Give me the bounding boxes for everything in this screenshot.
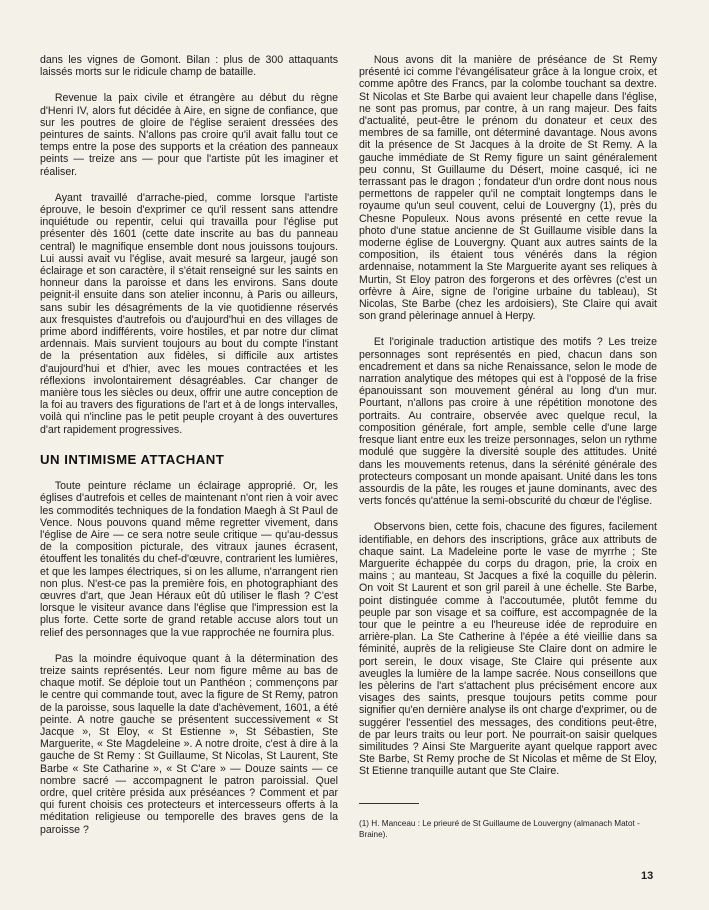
- left-column: [40, 54, 338, 850]
- footnote-divider: [359, 803, 419, 804]
- footnote: (1) H. Manceau : Le prieuré de St Guillaume de Louvergny (almanach Matot - Braine).: [359, 819, 640, 839]
- paragraph: Pas la moindre équivoque quant à la détermination des treize saints représentés. Leur nom figure même au bas de chaque motif. Se déploie tout un Panthéon ; commençons par le centre qui commande tout, avec la figure de St Remy, patron de la paroisse, sous laquelle la date d'achèvement, 1601, a été peinte. A notre gauche se présentent successivement « St Jacque », St Eloy, « St Estienne », St Sébastien, Ste Marguerite, « Ste Magdeleine ». A notre droite, c'est à dire à la gauche de St Remy : St Guillaume, St Nicolas, St Laurent, Ste Barbe « Ste Catharine », « St C'are » — Douze saints — ce nombre sacré — accompagnent le patron paroissial. Quel ordre, quel critère présida aux préséances ? Comment et par qui furent choisis ces protecteurs et intercesseurs offerts à la méditation religieuse ou temporelle des braves gens de la paroisse ?: [40, 652, 338, 836]
- section-heading: UN INTIMISME ATTACHANT: [40, 451, 225, 467]
- page-number: 13: [641, 870, 654, 882]
- right-column: [359, 54, 657, 792]
- paragraph: dans les vignes de Gomont. Bilan : plus de 300 attaquants laissés morts sur le ridicule champ de bataille.: [40, 54, 338, 79]
- paragraph: Nous avons dit la manière de préséance de St Remy présenté ici comme l'évangélisateur grâce à la longue croix, et comme apôtre des Francs, par la colombe touchant sa dextre. St Nicolas et Ste Barbe qui avaient leur chapelle dans l'église, ne sont pas promus, par contre, à un rang majeur. Des faits d'actualité, peut-être le prénom du donateur et ceux des membres de sa famille, ont déterminé davantage. Nous avons dit la présence de St Jacques à la droite de St Remy. A la gauche immédiate de St Remy figure un saint généralement peu connu, St Guillaume du Désert, moine casqué, ici ne terrassant pas le dragon ; fondateur d'un ordre dont nous nous permettons de rappeler qu'il ne comptait longtemps dans le royaume qu'un seul couvent, celui de Louvergny (1), près du Chesne Populeux. Nous avons présenté en cette revue la photo d'une statue ancienne de St Guillaume visible dans la moderne église de Louvergny. Quant aux autres saints de la composition, ils étaient tous vénérés dans la région ardennaise, notamment la Ste Marguerite ayant ses reliques à Murtin, St Eloy patron des forgerons et des orfèvres (c'est un orfèvre à Aire, signe de l'origine urbaine du tableau), St Nicolas, Ste Barbe (chez les ardoisiers), Ste Claire qui avait son grand pèlerinage annuel à Herpy.: [359, 54, 657, 323]
- paragraph: Ayant travaillé d'arrache-pied, comme lorsque l'artiste éprouve, le besoin d'exprimer ce qu'il ressent sans attendre inquiétude ou repentir, celui qui travailla pour l'église put présenter dès 1601 (cette date inscrite au bas du panneau central) le magnifique ensemble dont nous jouissons toujours. Lui aussi avait vu l'église, avait mesuré sa largeur, jaugé son éclairage et son caractère, il s'était renseigné sur les saints en honneur dans la paroisse et dans les environs. Sans doute peignit-il ensuite dans son atelier inconnu, à Paris ou ailleurs, sans subir les désagréments de la vie quotidienne réservés aux fresquistes d'autrefois ou d'aujourd'hui en des villages de prime abord indifférents, voire hostiles, et par notre dur climat ardennais. Mais survient toujours au bout du compte l'instant de la présentation aux fidèles, si difficile aux artistes d'aujourd'hui et d'hier, avec les moues contractées et les réflexions involontairement désagréables. Car changer de manière tous les siècles ou deux, offrir une autre conception de la foi au travers des figurations de l'art et à de longs intervalles, voilà qui n'incline pas le petit peuple croyant à des ouvertures d'art rapidement progressives.: [40, 191, 338, 436]
- paragraph: Observons bien, cette fois, chacune des figures, facilement identifiable, en dehors des inscriptions, grâce aux attributs de chaque saint. La Madeleine porte le vase de myrrhe ; Ste Marguerite échappée du corps du dragon, prie, la croix en mains ; au manteau, St Jacques a fixé la coquille du pèlerin. On voit St Laurent et son gril pareil à une échelle. Ste Barbe, point distinguée comme à l'accoutumée, plutôt femme du peuple par son visage et sa coiffure, est accompagnée de la tour que le peintre a eu l'heureuse idée de reproduire en arrière-plan. La Ste Catherine à l'épée a été vieillie dans sa féminité, auprès de la religieuse Ste Claire dont on admire le port serein, le doux visage, Ste Claire qui présente aux aveugles la lumière de la lampe sacrée. Nous conseillons que les pèlerins de l'art s'attachent plus précisément encore aux visages des saints, presque toujours petits comme pour signifier qu'en dernière analyse ils ont charge d'exprimer, ou de suggérer l'essentiel des messages, des conditions peut-être, de par leurs traits ou leur port. Ne pourrait-on saisir quelques similitudes ? Ainsi Ste Marguerite ayant quelque rapport avec Ste Barbe, St Remy proche de St Nicolas et même de St Eloy, St Etienne tranquille autant que Ste Claire.: [359, 521, 657, 778]
- paragraph: Toute peinture réclame un éclairage approprié. Or, les églises d'autrefois et celles de maintenant n'ont rien à voir avec les commodités techniques de la fondation Maegh à St Paul de Vence. Nous pouvons quand même regretter vivement, dans l'église de Aire — ce sera notre seule critique — qu'au-dessus de la composition picturale, des vitraux jaunes écrasent, étouffent les tonalités du chef-d'œuvre, contrarient les lumières, et que les lampes électriques, si on les allume, n'arrangent rien non plus. N'est-ce pas la première fois, en photographiant des œuvres d'art, que Jean Héraux eût dû utiliser le flash ? C'est lorsque le visiteur avance dans l'église que l'impression est la plus forte. Cette sorte de grand retable accuse alors tout un relief des personnages que la vue rapprochée ne fournira plus.: [40, 480, 339, 639]
- paragraph: Revenue la paix civile et étrangère au début du règne d'Henri IV, alors fut décidée à Aire, en signe de confiance, que sur les poutres de gloire de l'église seraient dressées des peintures de saints. N'allons pas croire qu'il avait fallu tout ce temps entre la pose des supports et la création des panneaux peints — treize ans — pour que l'artiste pût les imaginer et réaliser.: [40, 92, 338, 178]
- paragraph: Et l'originale traduction artistique des motifs ? Les treize personnages sont représentés en pied, chacun dans son encadrement et dans sa niche Renaissance, selon le mode de narration analytique des métopes qui est à l'opposé de la frise épanouissant son mouvement général au long d'un mur. Pourtant, n'allons pas croire à une répétition monotone des portraits. Au contraire, observée avec quelque recul, la composition générale, fort ample, semble celle d'une large fresque liant entre eux les treize personnages, selon un rythme modulé que suggère la diversité souple des attitudes. Unité dans les mouvements retenus, dans la sérénité générale des protecteurs composant un monde apaisant. Unité dans les tons assourdis de la pâte, les rouges et jaune dominants, avec des verts foncés qu'atténue la semi-obscurité du chœur de l'église.: [359, 336, 657, 508]
